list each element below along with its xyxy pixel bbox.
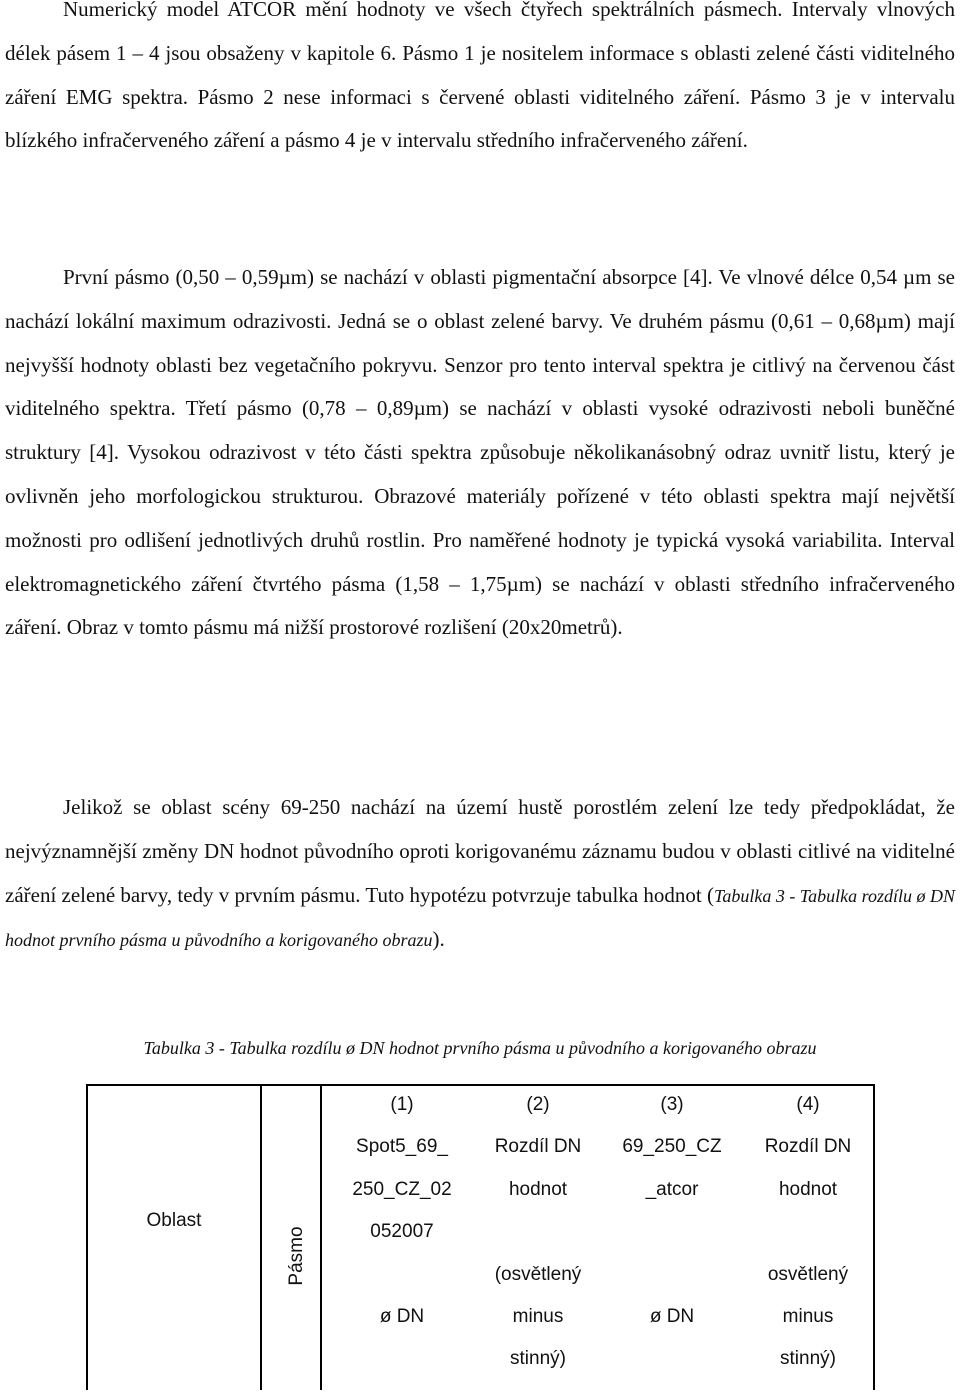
header-col4: [742, 1084, 874, 1381]
table-divider: [260, 1086, 262, 1390]
header-col2-line: Rozdíl DN: [494, 1136, 582, 1158]
paragraph-atcor-text: Numerický model ATCOR mění hodnoty ve všech čtyřech spektrálních pásmech. Intervaly vlnových délek pásem 1 – 4 jsou obsaženy v kapitole 6. Pásmo 1 je nositelem informace s oblasti zelené části viditelného záření EMG spektra. Pásmo 2 nese informaci s červené oblasti viditelného záření. Pásmo 3 je v intervalu blízkého infračerveného záření a pásmo 4 je v intervalu středního infračerveného záření.: [5, 0, 955, 153]
header-col4-line: stinný): [780, 1348, 836, 1370]
header-col3-line: (3): [660, 1094, 684, 1115]
header-col2-line: stinný): [510, 1348, 566, 1370]
header-col3-line: ø DN: [649, 1306, 695, 1328]
header-col4-line: (4): [796, 1094, 820, 1115]
data-table: [86, 1084, 875, 1390]
table-reference-link[interactable]: Tabulka 3 - Tabulka rozdílu ø DN hodnot prvního pásma u původního a korigovaného obrazu: [5, 885, 956, 951]
header-col1-line: ø DN: [379, 1306, 425, 1328]
paragraph-atcor: [5, 0, 955, 163]
header-col2-line: minus: [512, 1306, 564, 1328]
header-col2-line: hodnot: [508, 1178, 568, 1200]
header-col4-line: hodnot: [778, 1178, 838, 1200]
header-col3-line: [606, 1211, 738, 1253]
header-col2-line: (osvětlený: [494, 1263, 582, 1285]
table-divider: [320, 1086, 322, 1390]
header-col3-line: 69_250_CZ: [622, 1136, 722, 1158]
header-col1-line: 250_CZ_02: [352, 1178, 452, 1200]
header-col4-line: [742, 1211, 874, 1253]
header-col3-line: _atcor: [645, 1178, 699, 1200]
header-col1-line: 052007: [370, 1221, 434, 1243]
paragraph-bands: [5, 256, 955, 650]
header-col1-line: Spot5_69_: [356, 1136, 448, 1158]
header-col4-line: osvětlený: [767, 1263, 849, 1285]
header-col2: [472, 1084, 604, 1381]
header-col1: [336, 1084, 468, 1338]
paragraph-hypothesis-text: Jelikož se oblast scény 69-250 nachází na území hustě porostlém zelení lze tedy předpokládat, že nejvýznamnější změny DN hodnot původního oproti korigovanému záznamu budou v oblasti citlivé na viditelné záření zelené barvy, tedy v prvním pásmu. Tuto hypotézu potvrzuje tabulka hodnot (: [5, 795, 955, 907]
header-pasmo: Pásmo: [286, 1226, 307, 1286]
header-col2-line: (2): [526, 1094, 550, 1115]
header-col2-line: [472, 1211, 604, 1253]
table-caption: Tabulka 3 - Tabulka rozdílu ø DN hodnot prvního pásma u původního a korigovaného obrazu: [143, 1038, 817, 1058]
paragraph-hypothesis: [5, 786, 955, 963]
header-col1-line: (1): [390, 1094, 414, 1115]
paragraph-bands-text: První pásmo (0,50 – 0,59µm) se nachází v oblasti pigmentační absorpce [4]. Ve vlnové délce 0,54 µm se nachází lokální maximum odrazivosti. Jedná se o oblast zelené barvy. Ve druhém pásmu (0,61 – 0,68µm) mají nejvyšší hodnoty oblasti bez vegetačního pokryvu. Senzor pro tento interval spektra je citlivý na červenou část viditelného spektra. Třetí pásmo (0,78 – 0,89µm) se nachází v oblasti vysoké odrazivosti neboli buněčné struktury [4]. Vysokou odrazivost v této části spektra způsobuje několikanásobný odraz uvnitř listu, který je ovlivněn jeho morfologickou strukturou. Obrazové materiály pořízené v této oblasti spektra mají největší možnosti pro odlišení jednotlivých druhů rostlin. Pro naměřené hodnoty je typická vysoká variabilita. Interval elektromagnetického záření čtvrtého pásma (1,58 – 1,75µm) se nachází v oblasti středního infračerveného záření. Obraz v tomto pásmu má nižší prostorové rozlišení (20x20metrů).: [5, 265, 955, 640]
header-col1-line: [336, 1254, 468, 1296]
header-col4-line: minus: [782, 1306, 834, 1328]
paragraph-hypothesis-end: ).: [432, 927, 445, 952]
header-col3: [606, 1084, 738, 1338]
header-col3-line: [606, 1254, 738, 1296]
header-col4-line: Rozdíl DN: [764, 1136, 852, 1158]
header-oblast: Oblast: [146, 1210, 202, 1231]
